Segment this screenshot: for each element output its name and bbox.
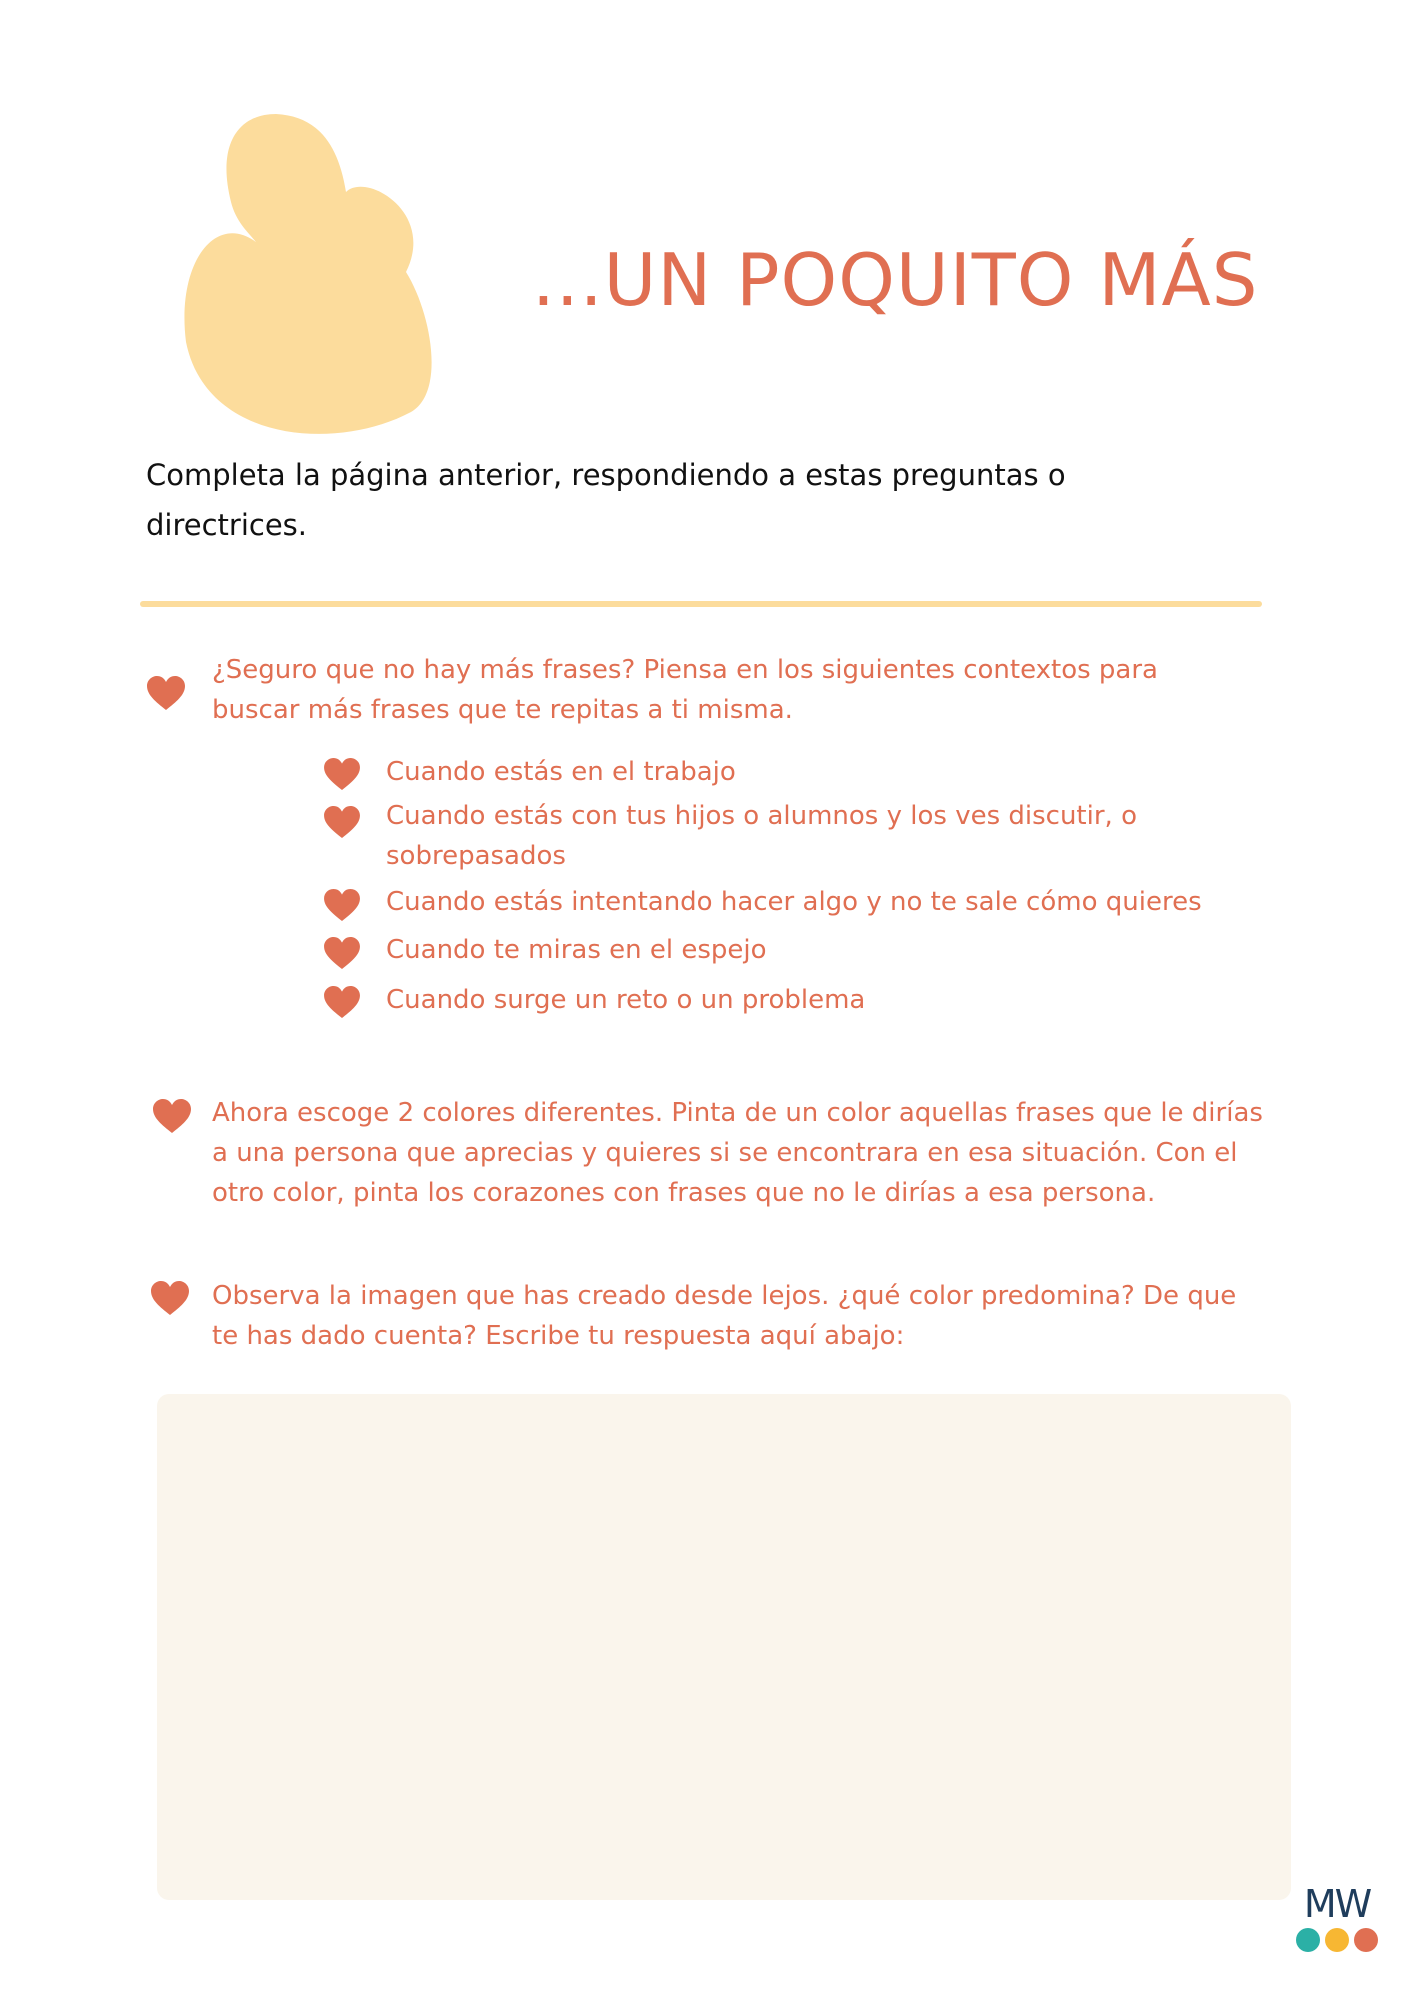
- intro-text: Completa la página anterior, respondiendo a estas preguntas o directrices.: [146, 458, 1066, 542]
- sub-item-text: Cuando estás en el trabajo: [386, 757, 736, 787]
- mw-logo: [1290, 1884, 1384, 1950]
- answer-box[interactable]: [157, 1394, 1291, 1900]
- sub-item-text: Cuando surge un reto o un problema: [386, 985, 866, 1015]
- logo-dot-teal: [1296, 1928, 1320, 1952]
- logo-dot-orange: [1354, 1928, 1378, 1952]
- page-title: ...UN POQUITO MÁS: [532, 238, 1259, 322]
- logo-dot-yellow: [1325, 1928, 1349, 1952]
- divider: [140, 601, 1262, 607]
- logo-text: MW: [1303, 1882, 1371, 1926]
- heart-icon: [322, 985, 362, 1019]
- sub-item-text: Cuando te miras en el espejo: [386, 935, 767, 965]
- list-item-text: Ahora escoge 2 colores diferentes. Pinta de un color aquellas frases que le dirías a una persona que aprecias y quieres si se encontrara en esa situación. Con el otro color, pinta los corazones con frases que no le dirías a esa persona.: [212, 1098, 1263, 1208]
- heart-icon: [150, 1280, 190, 1316]
- large-heart-shape: [184, 114, 431, 434]
- hearts-illustration: [176, 112, 496, 434]
- heart-icon: [322, 805, 362, 839]
- heart-icon: [322, 888, 362, 922]
- list-item-text: ¿Seguro que no hay más frases? Piensa en los siguientes contextos para buscar más frases que te repitas a ti misma.: [212, 655, 1158, 725]
- list-item-text: Observa la imagen que has creado desde lejos. ¿qué color predomina? De que te has dado cuenta? Escribe tu respuesta aquí abajo:: [212, 1281, 1237, 1351]
- heart-icon: [322, 757, 362, 791]
- heart-icon: [146, 675, 186, 711]
- heart-icon: [322, 936, 362, 970]
- sub-item-text: Cuando estás con tus hijos o alumnos y los ves discutir, o sobrepasados: [386, 801, 1137, 871]
- sub-item-text: Cuando estás intentando hacer algo y no te sale cómo quieres: [386, 887, 1202, 917]
- heart-icon: [152, 1098, 192, 1134]
